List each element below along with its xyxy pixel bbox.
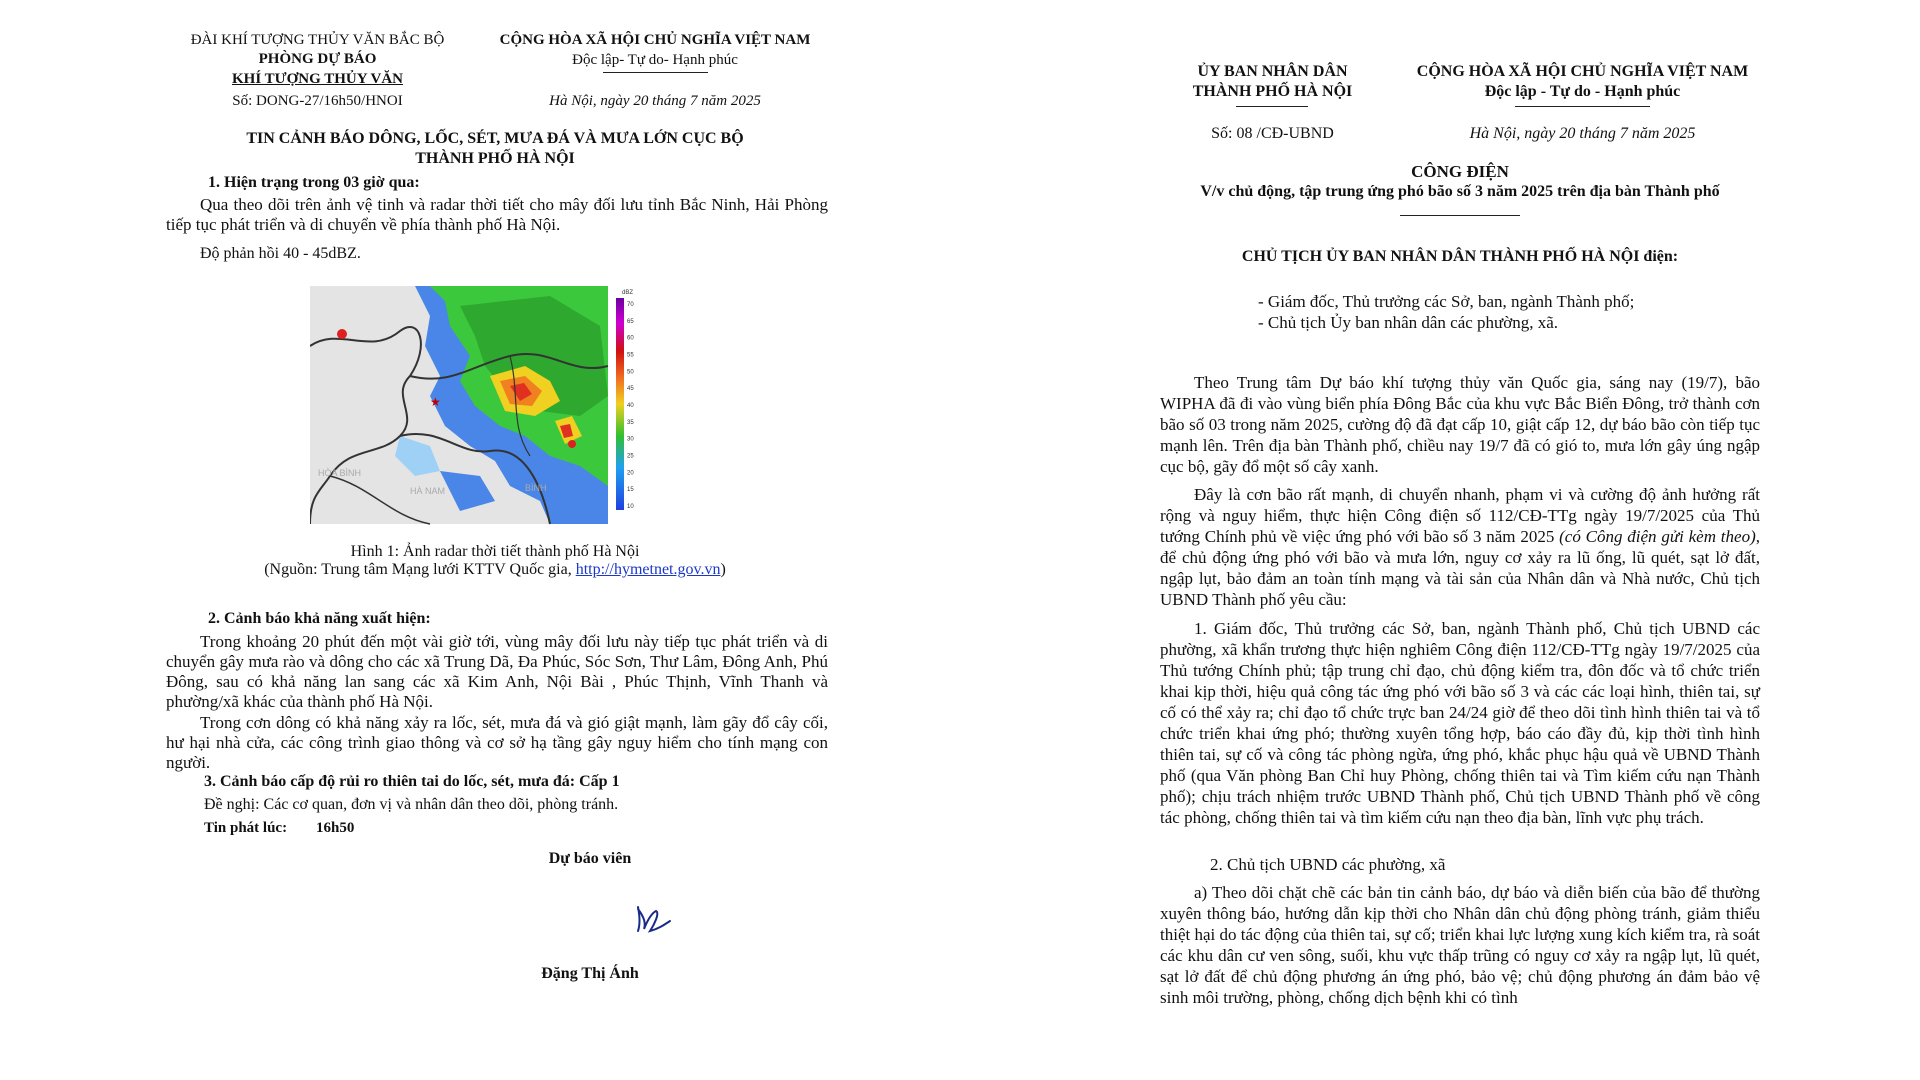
nation-motto: Độc lập- Tự do- Hạnh phúc bbox=[572, 52, 738, 68]
section2-paragraph2: Trong cơn dông có khả năng xảy ra lốc, sét, mưa đá và gió giật mạnh, làm gãy đổ cây cối, hư hại nhà cửa, các công trình giao thông và cơ sở hạ tầng gây nguy hiểm cho tính mạng con người. bbox=[166, 713, 828, 772]
figure-source-link[interactable]: http://hymetnet.gov.vn bbox=[575, 561, 721, 578]
paragraph-2 bbox=[1160, 484, 1760, 610]
committee-name-line1: ỦY BAN NHÂN DÂN bbox=[1197, 63, 1348, 80]
colorbar-tick-label: 35 bbox=[627, 419, 634, 426]
nation-title-right: CỘNG HÒA XÃ HỘI CHỦ NGHĨA VIỆT NAM bbox=[1416, 63, 1749, 80]
motto-underline-right bbox=[1515, 106, 1650, 107]
colorbar-tick-label: 60 bbox=[627, 335, 634, 342]
agency-name-line3: KHÍ TƯỢNG THỦY VĂN bbox=[232, 71, 403, 87]
colorbar-tick-label: 45 bbox=[627, 386, 634, 393]
colorbar-tick-label: 10 bbox=[627, 504, 634, 510]
official-dispatch-document bbox=[1160, 0, 1760, 1080]
reflectivity-note: Độ phản hồi 40 - 45dBZ. bbox=[200, 245, 361, 262]
nation-motto-right: Độc lập - Tự do - Hạnh phúc bbox=[1484, 83, 1681, 100]
colorbar-tick-label: 15 bbox=[627, 487, 634, 494]
weather-warning-document bbox=[160, 0, 830, 1080]
forecaster-name: Đặng Thị Ánh bbox=[541, 965, 639, 982]
issued-label: Tin phát lúc: bbox=[204, 820, 288, 836]
forecaster-title: Dự báo viên bbox=[548, 850, 632, 867]
section1-text: Qua theo dõi trên ảnh vệ tinh và radar thời tiết cho mây đối lưu tỉnh Bắc Ninh, Hải Phòng tiếp tục phát triển và di chuyển về phía thành phố Hà Nội. bbox=[166, 195, 828, 234]
figure-caption: Hình 1: Ảnh radar thời tiết thành phố Hà Nội bbox=[350, 543, 640, 560]
dispatch-type: CÔNG ĐIỆN bbox=[1411, 162, 1509, 181]
figure-source bbox=[160, 561, 830, 579]
colorbar-tick-label: 55 bbox=[627, 352, 634, 359]
colorbar-unit: dBZ bbox=[622, 290, 634, 296]
colorbar-tick-label: 65 bbox=[627, 318, 634, 325]
agency-name-line2: PHÒNG DỰ BÁO bbox=[258, 51, 377, 67]
colorbar-tick-label: 70 bbox=[627, 302, 634, 308]
map-label-binh: BÌNH bbox=[525, 483, 547, 493]
figure-source-suffix: ) bbox=[720, 561, 726, 578]
map-label-ha-nam: HÀ NAM bbox=[410, 486, 446, 496]
section1-heading: 1. Hiện trạng trong 03 giờ qua: bbox=[208, 174, 420, 191]
motto-underline bbox=[603, 72, 708, 73]
colorbar-tick-label: 30 bbox=[627, 436, 634, 443]
recommendation: Đề nghị: Các cơ quan, đơn vị và nhân dân theo dõi, phòng tránh. bbox=[204, 796, 619, 813]
document-title-line1: TIN CẢNH BÁO DÔNG, LỐC, SÉT, MƯA ĐÁ VÀ MƯA LỚN CỤC BỘ bbox=[246, 130, 744, 147]
colorbar-tick-label: 25 bbox=[627, 453, 634, 460]
map-label-hoa-binh: HÒA BÌNH bbox=[318, 468, 362, 478]
agency-name-line1: ĐÀI KHÍ TƯỢNG THỦY VĂN BẮC BỘ bbox=[190, 32, 445, 48]
colorbar-tick-label: 20 bbox=[627, 470, 634, 477]
section3-heading: 3. Cảnh báo cấp độ rủi ro thiên tai do lốc, sét, mưa đá: Cấp 1 bbox=[204, 773, 620, 790]
document-title-line2: THÀNH PHỐ HÀ NỘI bbox=[415, 150, 575, 167]
dispatch-number: Số: 08 /CĐ-UBND bbox=[1211, 125, 1334, 142]
colorbar-tick-label: 50 bbox=[627, 369, 634, 376]
radar-image bbox=[310, 286, 640, 526]
document-number: Số: DONG-27/16h50/HNOI bbox=[232, 93, 403, 109]
paragraph-1: Theo Trung tâm Dự báo khí tượng thủy văn Quốc gia, sáng nay (19/7), bão WIPHA đã đi vào vùng biển phía Đông Bắc của khu vực Bắc Biển Đông, trở thành cơn bão số 03 trong năm 2025, cường độ đã đạt cấp 10, giật cấp 12, dự báo bão còn tiếp tục mạnh lên. Trên địa bàn Thành phố, chiều nay 19/7 đã có gió to, mưa lớn gây úng ngập cục bộ, gãy đổ một số cây xanh. bbox=[1160, 373, 1760, 476]
section2-paragraph1: Trong khoảng 20 phút đến một vài giờ tới, vùng mây đối lưu này tiếp tục phát triển và di chuyển gây mưa rào và dông cho các xã Trung Dã, Đa Phúc, Sóc Sơn, Thư Lâm, Đông Anh, Phú Đông, sau có khả năng lan sang các xã Kim Anh, Nội Bài , Phúc Thịnh, Vĩnh Thanh và phường/xã khác của thành phố Hà Nội. bbox=[166, 632, 828, 711]
forecaster-signature bbox=[630, 895, 690, 945]
svg-text:★: ★ bbox=[430, 395, 441, 409]
recipient-1: - Giám đốc, Thủ trưởng các Sở, ban, ngành Thành phố; bbox=[1258, 292, 1635, 311]
directive-item-2: 2. Chủ tịch UBND các phường, xã bbox=[1210, 855, 1446, 874]
dispatch-sender: CHỦ TỊCH ỦY BAN NHÂN DÂN THÀNH PHỐ HÀ NỘI điện: bbox=[1241, 248, 1679, 265]
directive-item-2a: a) Theo dõi chặt chẽ các bản tin cảnh báo, dự báo và diễn biến của bão để thường xuyên thông báo, hướng dẫn kịp thời cho Nhân dân chủ động phòng tránh, giảm thiểu thiệt hại do tác động của thiên tai, sự cố; triển khai lực lượng xung kích kiểm tra, rà soát các khu dân cư ven sông, suối, khu vực thấp trũng có nguy cơ xảy ra ngập lụt, lũ quét, sạt lở đất để chủ động phương án ứng phó, bảo vệ; chủ động phương án đảm bảo vệ sinh môi trường, phòng, chống dịch bệnh khi có tình bbox=[1160, 883, 1760, 1007]
nation-title: CỘNG HÒA XÃ HỘI CHỦ NGHĨA VIỆT NAM bbox=[499, 32, 811, 48]
figure-source-prefix: (Nguồn: Trung tâm Mạng lưới KTTV Quốc gia, bbox=[264, 561, 576, 578]
dispatch-date: Hà Nội, ngày 20 tháng 7 năm 2025 bbox=[1469, 125, 1696, 142]
directive-item-1: 1. Giám đốc, Thủ trưởng các Sở, ban, ngành Thành phố, Chủ tịch UBND các phường, xã khẩn trương thực hiện nghiêm Công điện 112/CĐ-TTg ngày 19/7/2025 của Thủ tướng Chính phủ; tập trung chỉ đạo, chủ động kiểm tra, đôn đốc và tổ chức triển khai kịp thời, hiệu quả công tác ứng phó với bão số 3 và các các loại hình, thiên tai, sự cố có thể xảy ra; chỉ đạo tổ chức trực ban 24/24 giờ để theo dõi tình hình thiên tai và tổ chức triển khai ứng phó; thường xuyên tổng hợp, báo cáo đầy đủ, kịp thời tình hình thiên tai, sự cố và công tác phòng ngừa, ứng phó, khắc phục hậu quả về UBND Thành phố (qua Văn phòng Ban Chỉ huy Phòng, chống thiên tai và Tìm kiếm cứu nạn Thành phố); chịu trách nhiệm trước UBND Thành phố, Chủ tịch UBND Thành phố về công tác phòng, chống thiên tai và tìm kiếm cứu nạn theo địa bàn, lĩnh vực phụ trách. bbox=[1160, 619, 1760, 827]
paragraph-2-attachment-note: (có Công điện gửi kèm theo) bbox=[1559, 527, 1756, 546]
dispatch-subject: V/v chủ động, tập trung ứng phó bão số 3 năm 2025 trên địa bàn Thành phố bbox=[1200, 183, 1720, 200]
paragraph-2-main: Đây là cơn bão rất mạnh, di chuyển nhanh, phạm vi và cường độ ảnh hưởng rất rộng và nguy hiểm, thực hiện Công điện số 112/CĐ-TTg ngày 19/7/2025 của Thủ tướng Chính phủ về việc ứng phó với bão số 3 năm 2025 bbox=[1160, 485, 1760, 546]
issued-time: 16h50 bbox=[316, 820, 355, 836]
recipient-2: - Chủ tịch Ủy ban nhân dân các phường, xã. bbox=[1258, 313, 1559, 332]
document-date: Hà Nội, ngày 20 tháng 7 năm 2025 bbox=[549, 93, 761, 109]
section2-heading: 2. Cảnh báo khả năng xuất hiện: bbox=[208, 610, 431, 627]
colorbar-tick-label: 40 bbox=[627, 403, 634, 409]
committee-underline bbox=[1236, 106, 1308, 107]
colorbar-ticks bbox=[627, 302, 634, 510]
paragraph-2-end: , để chủ động ứng phó với bão và mưa lớn, nguy cơ xảy ra lũ ống, lũ quét, sạt lở đất, ngập lụt, bảo đảm an toàn tính mạng và tài sản của Nhân dân và Nhà nước, Chủ tịch UBND Thành phố yêu cầu: bbox=[1160, 527, 1760, 609]
committee-name-line2: THÀNH PHỐ HÀ NỘI bbox=[1192, 83, 1353, 100]
subject-underline bbox=[1400, 215, 1520, 216]
